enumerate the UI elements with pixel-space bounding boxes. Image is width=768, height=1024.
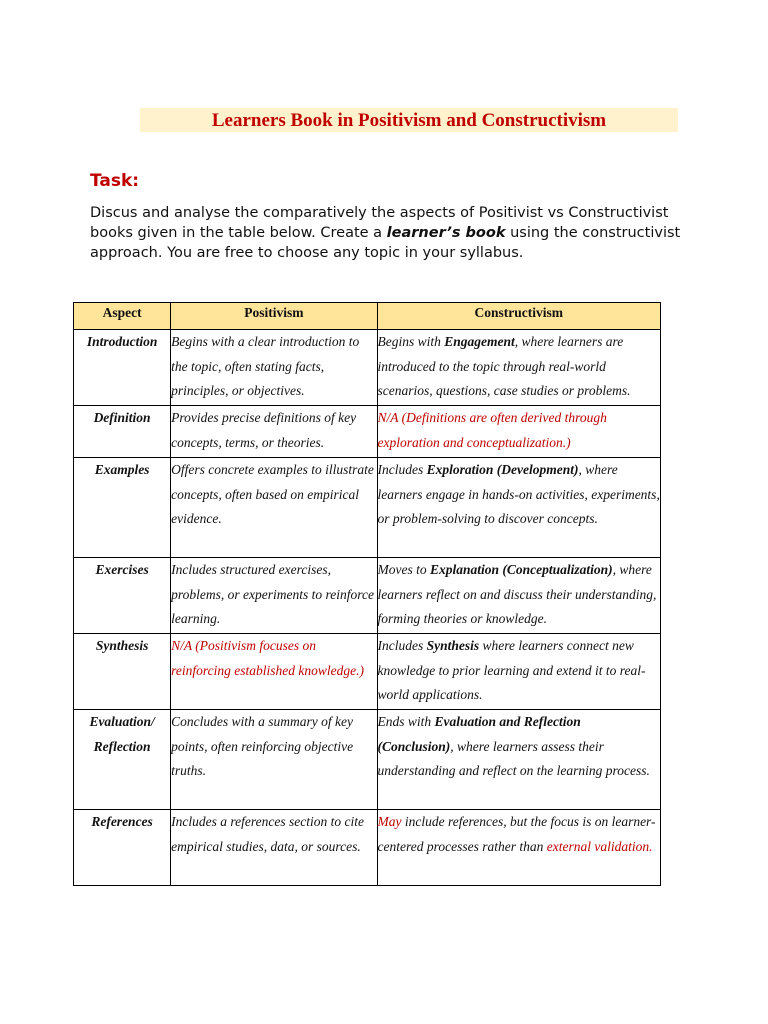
con-highlight: external validation. [546, 838, 653, 854]
con-keyword: Explanation (Conceptualization) [429, 562, 613, 577]
comparison-table [73, 302, 661, 886]
con-keyword: Engagement [444, 334, 515, 349]
con-text: , where learners engage in hands-on activities, experiments, or problem-solving to discover concepts. [377, 462, 660, 526]
header-constructivism: Constructivism [377, 303, 661, 330]
constructivism-cell [377, 810, 661, 886]
con-text: Includes [377, 638, 427, 653]
header-positivism: Positivism [171, 303, 377, 330]
table-row-synthesis [74, 634, 661, 710]
con-text: Ends with [377, 714, 435, 729]
con-text: , where learners are introduced to the topic through real-world scenarios, questions, case studies or problems. [377, 334, 631, 398]
con-keyword: Exploration (Development) [426, 462, 579, 477]
table-header-row [74, 303, 661, 330]
table-row-definition [74, 406, 661, 458]
positivism-cell: Begins with a clear introduction to the topic, often stating facts, principles, or objectives. [171, 330, 377, 406]
table-row-evaluation [74, 710, 661, 810]
table-row-introduction [74, 330, 661, 406]
constructivism-cell [377, 458, 661, 558]
con-text: Moves to [377, 562, 430, 577]
con-text: , where learners assess their understanding and reflect on the learning process. [377, 738, 650, 778]
con-text: Includes [377, 462, 427, 477]
positivism-cell: Includes a references section to cite empirical studies, data, or sources. [171, 810, 377, 886]
constructivism-cell [377, 634, 661, 710]
positivism-cell: N/A (Positivism focuses on reinforcing established knowledge.) [171, 634, 377, 710]
con-text: Begins with [377, 334, 445, 349]
positivism-cell: Provides precise definitions of key concepts, terms, or theories. [171, 406, 377, 458]
aspect-cell: References [74, 810, 171, 886]
positivism-cell: Concludes with a summary of key points, often reinforcing objective truths. [171, 710, 377, 810]
aspect-cell: Exercises [74, 558, 171, 634]
task-text-start: Discus and analyse the comparatively the aspects of Positivist vs Constructivist books given in the table below. Create a [90, 205, 669, 241]
aspect-line: Reflection [93, 738, 151, 754]
table-row-exercises [74, 558, 661, 634]
constructivism-cell [377, 330, 661, 406]
con-text: , where learners reflect on and discuss their understanding, forming theories or knowledge. [377, 562, 657, 626]
aspect-cell: Definition [74, 406, 171, 458]
con-highlight: May [377, 814, 402, 829]
positivism-cell: Includes structured exercises, problems, or experiments to reinforce learning. [171, 558, 377, 634]
positivism-cell: Offers concrete examples to illustrate concepts, often based on empirical evidence. [171, 458, 377, 558]
aspect-cell: Introduction [74, 330, 171, 406]
task-emphasis: learner’s book [386, 225, 506, 241]
task-heading: Task: [90, 171, 140, 191]
aspect-line: Evaluation/ [89, 714, 155, 729]
header-aspect: Aspect [74, 303, 171, 330]
aspect-cell [74, 710, 171, 810]
constructivism-cell [377, 558, 661, 634]
table-row-references [74, 810, 661, 886]
con-keyword: Evaluation and Reflection (Conclusion) [377, 714, 581, 754]
con-text: where learners connect new knowledge to prior learning and extend it to real-world applications. [377, 638, 646, 702]
con-text: include references, but the focus is on learner-centered processes rather than [377, 814, 656, 854]
aspect-cell: Examples [74, 458, 171, 558]
table-row-examples [74, 458, 661, 558]
task-text-end: using the constructivist approach. You are free to choose any topic in your syllabus. [90, 225, 681, 261]
aspect-cell: Synthesis [74, 634, 171, 710]
con-keyword: Synthesis [426, 638, 480, 653]
document-title: Learners Book in Positivism and Constructivism [140, 108, 678, 132]
constructivism-cell: N/A (Definitions are often derived through exploration and conceptualization.) [377, 406, 661, 458]
constructivism-cell [377, 710, 661, 810]
task-instructions [90, 203, 690, 263]
